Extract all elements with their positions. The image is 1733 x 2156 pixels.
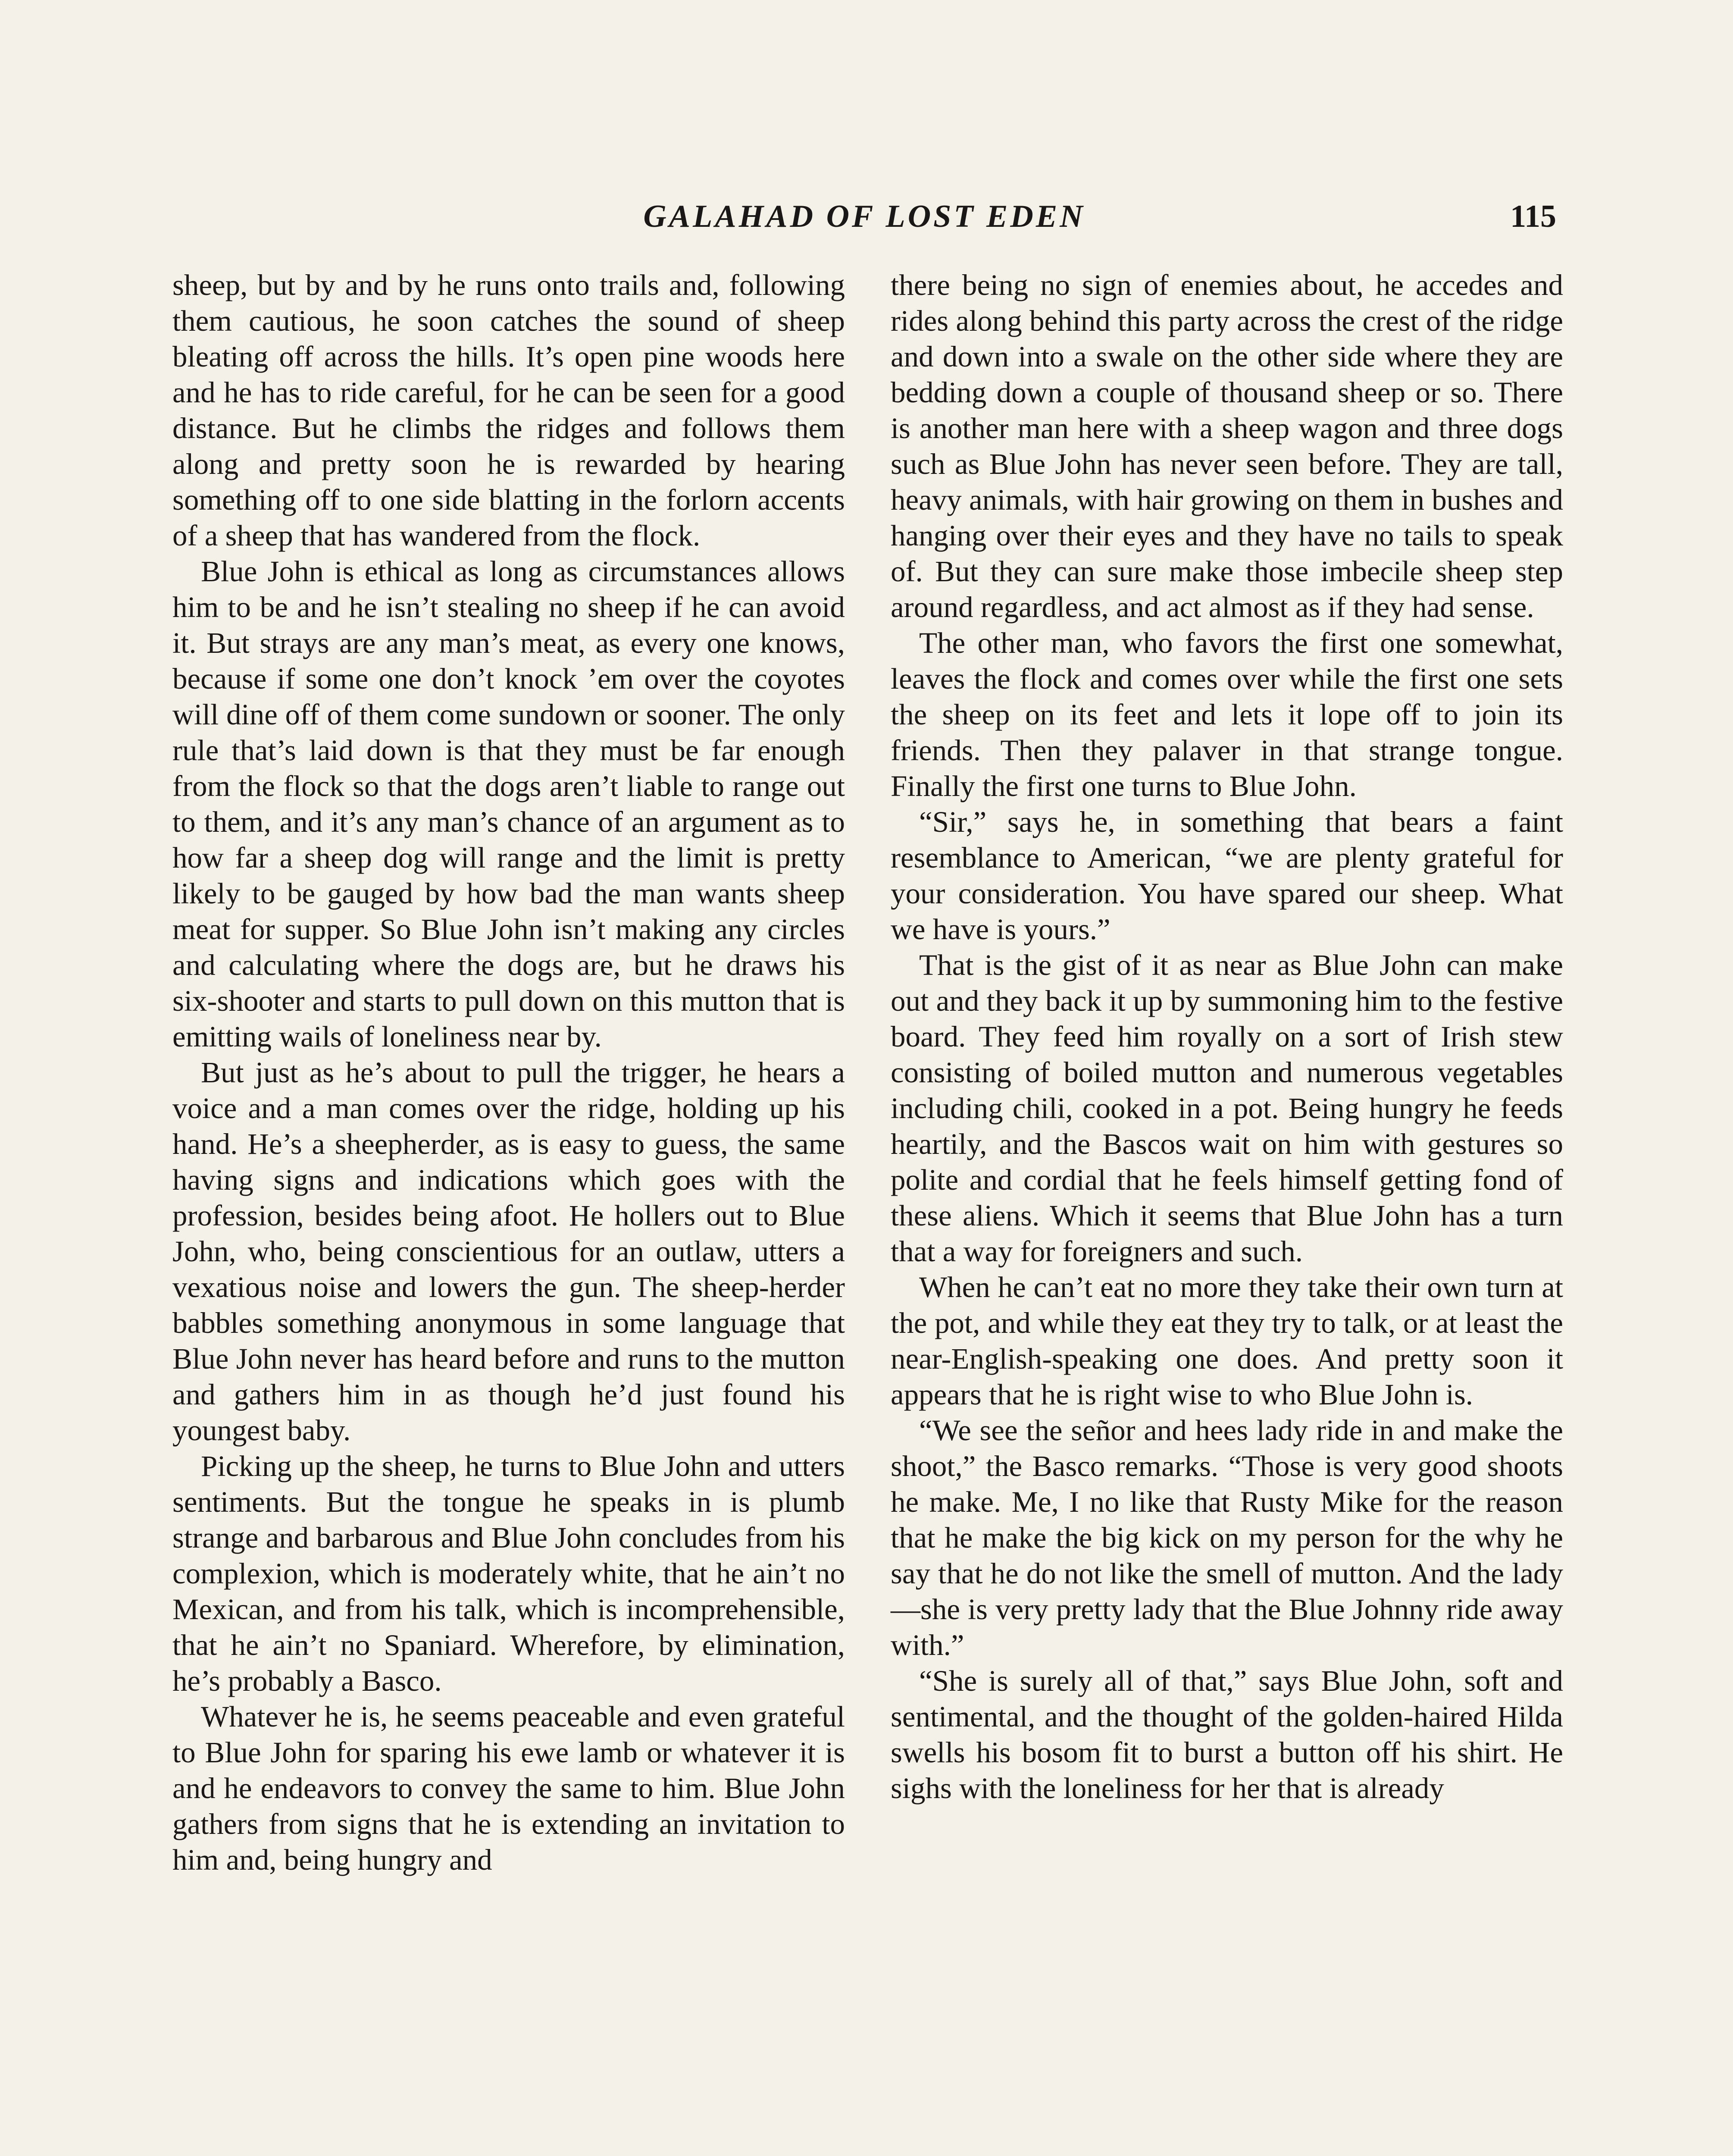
paragraph: sheep, but by and by he runs onto trails and, following them cautious, he soon catches the sound of sheep bleating off across the hills. It’s open pine woods here and he has to ride careful, for he can be seen for a good distance. But he climbs the ridges and follows them along and pretty soon he is rewarded by hearing something off to one side blatting in the forlorn accents of a sheep that has wandered from the flock. xyxy=(172,269,845,552)
paragraph: “She is surely all of that,” says Blue John, soft and sentimental, and the thought of the golden-haired Hilda swells his bosom fit to burst a button off his shirt. He sighs with the loneliness for her that is already xyxy=(891,1664,1563,1805)
paragraph: Picking up the sheep, he turns to Blue John and utters sentiments. But the tongue he speaks in is plumb strange and barbarous and Blue John concludes from his complexion, which is moderately white, that he ain’t no Mexican, and from his talk, which is incomprehensible, that he ain’t no Spaniard. Wherefore, by elimination, he’s probably a Basco. xyxy=(172,1450,845,1697)
right-column xyxy=(891,267,1563,1806)
left-column xyxy=(172,267,845,1878)
paragraph: When he can’t eat no more they take their own turn at the pot, and while they eat they try to talk, or at least the near-English-speaking one does. And pretty soon it appears that he is right wise to who Blue John is. xyxy=(891,1271,1563,1411)
page-number: 115 xyxy=(1510,199,1556,234)
running-title: GALAHAD OF LOST EDEN xyxy=(643,199,1085,234)
paragraph: there being no sign of enemies about, he accedes and rides along behind this party across the crest of the ridge and down into a swale on the other side where they are bedding down a couple of thousand sheep or so. There is another man here with a sheep wagon and three dogs such as Blue John has never seen before. They are tall, heavy animals, with hair growing on them in bushes and hanging over their eyes and they have no tails to speak of. But they can sure make those imbecile sheep step around regardless, and act almost as if they had sense. xyxy=(891,269,1563,624)
paragraph: The other man, who favors the first one somewhat, leaves the flock and comes over while the first one sets the sheep on its feet and lets it lope off to join its friends. Then they palaver in that strange tongue. Finally the first one turns to Blue John. xyxy=(891,627,1563,802)
paragraph: But just as he’s about to pull the trigger, he hears a voice and a man comes over the ridge, holding up his hand. He’s a sheepherder, as is easy to guess, the same having signs and indications which goes with the profession, besides being afoot. He hollers out to Blue John, who, being conscientious for an outlaw, utters a vexatious noise and lowers the gun. The sheep-herder babbles something anonymous in some language that Blue John never has heard before and runs to the mutton and gathers him in as though he’d just found his youngest baby. xyxy=(172,1056,845,1447)
paragraph: That is the gist of it as near as Blue John can make out and they back it up by summoning him to the festive board. They feed him royally on a sort of Irish stew consisting of boiled mutton and numerous vegetables including chili, cooked in a pot. Being hungry he feeds heartily, and the Bascos wait on him with gestures so polite and cordial that he feels himself getting fond of these aliens. Which it seems that Blue John has a turn that a way for foreigners and such. xyxy=(891,949,1563,1268)
paragraph: Blue John is ethical as long as circumstances allows him to be and he isn’t stealing no sheep if he can avoid it. But strays are any man’s meat, as every one knows, because if some one don’t knock ’em over the coyotes will dine off of them come sundown or sooner. The only rule that’s laid down is that they must be far enough from the flock so that the dogs aren’t liable to range out to them, and it’s any man’s chance of an argument as to how far a sheep dog will range and the limit is pretty likely to be gauged by how bad the man wants sheep meat for supper. So Blue John isn’t making any circles and calculating where the dogs are, but he draws his six-shooter and starts to pull down on this mutton that is emitting wails of loneliness near by. xyxy=(172,555,845,1053)
paragraph: Whatever he is, he seems peaceable and even grateful to Blue John for sparing his ewe lamb or whatever it is and he endeavors to convey the same to him. Blue John gathers from signs that he is extending an invitation to him and, being hungry and xyxy=(172,1700,845,1876)
running-header xyxy=(172,191,1556,242)
paragraph: “We see the señor and hees lady ride in and make the shoot,” the Basco remarks. “Those is very good shoots he make. Me, I no like that Rusty Mike for the reason that he make the big kick on my person for the why he say that he do not like the smell of mutton. And the lady—she is very pretty lady that the Blue Johnny ride away with.” xyxy=(891,1414,1563,1661)
paragraph: “Sir,” says he, in something that bears a faint resemblance to American, “we are plenty grateful for your consideration. You have spared our sheep. What we have is yours.” xyxy=(891,805,1563,946)
